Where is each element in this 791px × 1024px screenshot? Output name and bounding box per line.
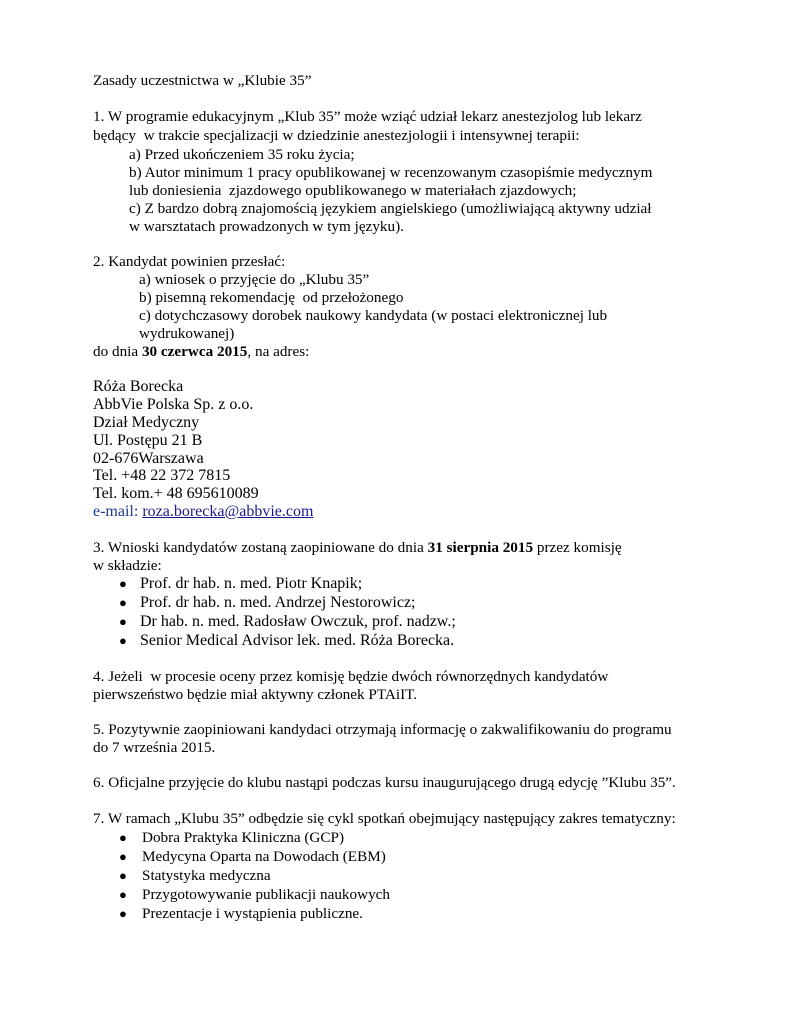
- deadline-prefix: do dnia: [93, 343, 142, 360]
- deadline-date: 30 czerwca 2015: [141, 343, 248, 360]
- section-5-line-2: do 7 września 2015.: [93, 739, 216, 756]
- section-7-line-1: 7. W ramach „Klubu 35” odbędzie się cykl spotkań obejmujący następujący zakres tematyczny:: [93, 810, 676, 827]
- bullet-icon: ●: [119, 868, 127, 883]
- address-name: Róża Borecka: [93, 378, 184, 395]
- topic-item: Medycyna Oparta na Dowodach (EBM): [142, 848, 386, 865]
- address-company: AbbVie Polska Sp. z o.o.: [93, 396, 254, 413]
- topic-item: Prezentacje i wystąpienia publiczne.: [142, 905, 363, 922]
- address-street: Ul. Postępu 21 B: [93, 432, 203, 449]
- section-2-deadline: [93, 343, 309, 361]
- section-2-item-b: b) pisemną rekomendację od przełożonego: [139, 289, 404, 306]
- bullet-icon: ●: [119, 595, 127, 610]
- section-1-item-b-line-2: lub doniesienia zjazdowego opublikowanego w materiałach zjazdowych;: [129, 182, 577, 199]
- bullet-icon: ●: [119, 887, 127, 902]
- email-label: e-mail:: [93, 503, 139, 520]
- bullet-icon: ●: [119, 906, 127, 921]
- section-4-line-1: 4. Jeżeli w procesie oceny przez komisję będzie dwóch równorzędnych kandydatów: [93, 668, 609, 685]
- section-2-item-c-line-2: wydrukowanej): [139, 325, 235, 342]
- topic-item: Przygotowywanie publikacji naukowych: [142, 886, 391, 903]
- section-1-item-b-line-1: b) Autor minimum 1 pracy opublikowanej w recenzowanym czasopiśmie medycznym: [129, 164, 653, 181]
- deadline-suffix: , na adres:: [247, 343, 310, 360]
- bullet-icon: ●: [119, 614, 127, 629]
- topic-item: Statystyka medyczna: [142, 867, 271, 884]
- section-1-line-1: 1. W programie edukacyjnym „Klub 35” może wziąć udział lekarz anestezjolog lub lekarz: [93, 108, 642, 125]
- bullet-icon: ●: [119, 849, 127, 864]
- committee-member: Dr hab. n. med. Radosław Owczuk, prof. nadzw.;: [140, 613, 456, 630]
- address-city: 02-676Warszawa: [93, 450, 204, 467]
- section-2-item-c-line-1: c) dotychczasowy dorobek naukowy kandydata (w postaci elektronicznej lub: [139, 307, 608, 324]
- section-6-line-1: 6. Oficjalne przyjęcie do klubu nastąpi podczas kursu inaugurującego drugą edycję ”Klubu 35”.: [93, 774, 676, 791]
- section-1-item-a: a) Przed ukończeniem 35 roku życia;: [129, 146, 355, 163]
- section-3-suffix: przez komisję: [533, 539, 622, 556]
- address-department: Dział Medyczny: [93, 414, 200, 431]
- section-1-item-c-line-1: c) Z bardzo dobrą znajomością językiem angielskiego (umożliwiającą aktywny udział: [129, 200, 652, 217]
- section-3-date: 31 sierpnia 2015: [427, 539, 534, 556]
- committee-member: Prof. dr hab. n. med. Piotr Knapik;: [140, 575, 363, 592]
- committee-member: Senior Medical Advisor lek. med. Róża Borecka.: [140, 632, 455, 649]
- section-1-line-2: będący w trakcie specjalizacji w dziedzinie anestezjologii i intensywnej terapii:: [93, 127, 580, 144]
- address-phone: Tel. +48 22 372 7815: [93, 467, 231, 484]
- section-2-item-a: a) wniosek o przyjęcie do „Klubu 35”: [139, 271, 370, 288]
- bullet-icon: ●: [119, 830, 127, 845]
- address-mobile: Tel. kom.+ 48 695610089: [93, 485, 259, 502]
- section-3-prefix: 3. Wnioski kandydatów zostaną zaopiniowane do dnia: [93, 539, 428, 556]
- address-email-line: [93, 503, 313, 521]
- section-5-line-1: 5. Pozytywnie zaopiniowani kandydaci otrzymają informację o zakwalifikowaniu do programu: [93, 721, 672, 738]
- section-3-line-2: w składzie:: [93, 557, 162, 574]
- committee-member: Prof. dr hab. n. med. Andrzej Nestorowicz;: [140, 594, 416, 611]
- section-2-line-1: 2. Kandydat powinien przesłać:: [93, 253, 286, 270]
- section-1-item-c-line-2: w warsztatach prowadzonych w tym języku).: [129, 218, 404, 235]
- bullet-icon: ●: [119, 576, 127, 591]
- bullet-icon: ●: [119, 633, 127, 648]
- email-link[interactable]: roza.borecka@abbvie.com: [142, 503, 314, 520]
- document-title: Zasady uczestnictwa w „Klubie 35”: [93, 72, 312, 89]
- section-4-line-2: pierwszeństwo będzie miał aktywny członek PTAiIT.: [93, 686, 418, 703]
- section-3-line-1: [93, 539, 622, 557]
- topic-item: Dobra Praktyka Kliniczna (GCP): [142, 829, 345, 846]
